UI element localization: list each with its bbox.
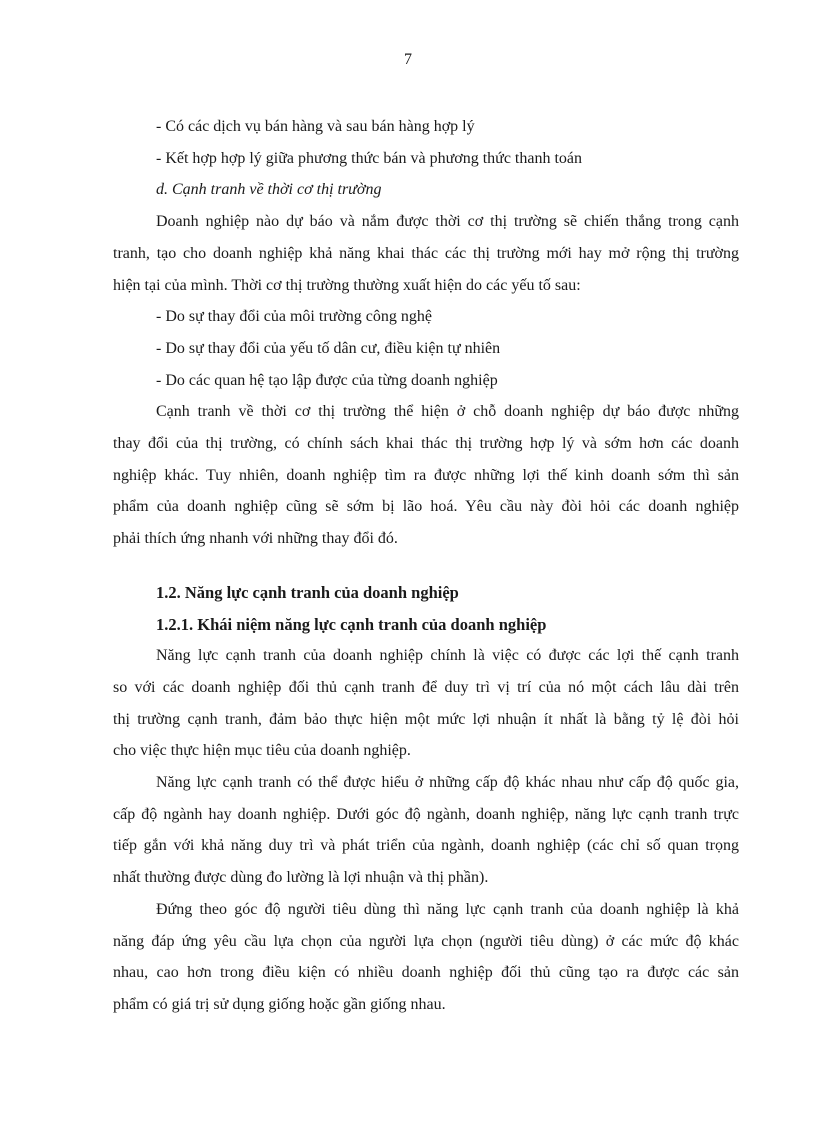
text-line: Năng lực cạnh tranh của doanh nghiệp chính là việc có được các lợi thế cạnh tranh: [156, 647, 739, 665]
subsection-heading: 1.2.1. Khái niệm năng lực cạnh tranh của doanh nghiệp: [156, 614, 547, 634]
subsection-heading: d. Cạnh tranh về thời cơ thị trường: [156, 181, 382, 199]
text-line: cho việc thực hiện mục tiêu của doanh nghiệp.: [113, 742, 411, 760]
text-line: năng đáp ứng yêu cầu lựa chọn của người lựa chọn (người tiêu dùng) ở các mức độ khác: [113, 932, 739, 950]
text-line: Năng lực cạnh tranh có thể được hiểu ở những cấp độ khác nhau như cấp độ quốc gia,: [156, 774, 739, 792]
text-line: Cạnh tranh về thời cơ thị trường thể hiện ở chỗ doanh nghiệp dự báo được những: [156, 403, 739, 421]
text-line: cấp độ ngành hay doanh nghiệp. Dưới góc độ ngành, doanh nghiệp, năng lực cạnh tranh trực: [113, 805, 739, 823]
text-line: - Có các dịch vụ bán hàng và sau bán hàng hợp lý: [156, 118, 475, 135]
text-line: tiếp gắn với khả năng duy trì và phát triển của ngành, doanh nghiệp (các chỉ số quan trọng: [113, 837, 739, 855]
text-line: phẩm của doanh nghiệp cũng sẽ sớm bị lão hoá. Yêu cầu này đòi hỏi các doanh nghiệp: [113, 498, 739, 516]
text-line: tranh, tạo cho doanh nghiệp khả năng khai thác các thị trường mới hay mở rộng thị trường: [113, 244, 739, 262]
section-heading: 1.2. Năng lực cạnh tranh của doanh nghiệp: [156, 582, 459, 602]
text-line: nghiệp khác. Tuy nhiên, doanh nghiệp tìm ra được những lợi thế kinh doanh sớm thì sản: [113, 466, 739, 484]
document-body: [113, 111, 739, 1021]
text-line: phải thích ứng nhanh với những thay đổi đó.: [113, 530, 398, 548]
text-line: nhau, cao hơn trong điều kiện có nhiều doanh nghiệp đối thủ cũng tạo ra được các sản: [113, 964, 739, 982]
text-line: - Do sự thay đổi của yếu tố dân cư, điều kiện tự nhiên: [156, 339, 501, 357]
page-number: 7: [404, 51, 412, 68]
text-line: nhất thường được dùng đo lường là lợi nhuận và thị phần).: [113, 869, 489, 887]
text-line: Đứng theo góc độ người tiêu dùng thì năng lực cạnh tranh của doanh nghiệp là khả: [156, 900, 739, 918]
text-line: - Do các quan hệ tạo lập được của từng doanh nghiệp: [156, 371, 498, 389]
text-line: - Do sự thay đổi của môi trường công nghệ: [156, 308, 432, 326]
text-line: thay đổi của thị trường, có chính sách khai thác thị trường hợp lý và sớm hơn các doanh: [113, 435, 739, 453]
text-line: Doanh nghiệp nào dự báo và nắm được thời cơ thị trường sẽ chiến thắng trong cạnh: [156, 213, 739, 231]
text-line: so với các doanh nghiệp đối thủ cạnh tranh để duy trì vị trí của nó một cách lâu dài trên: [113, 678, 739, 696]
text-line: - Kết hợp hợp lý giữa phương thức bán và phương thức thanh toán: [156, 149, 583, 167]
text-line: thị trường cạnh tranh, đảm bảo thực hiện một mức lợi nhuận ít nhất là bằng tỷ lệ đòi hỏi: [113, 710, 739, 728]
text-line: phẩm có giá trị sử dụng giống hoặc gần giống nhau.: [113, 995, 446, 1013]
text-line: hiện tại của mình. Thời cơ thị trường thường xuất hiện do các yếu tố sau:: [113, 276, 581, 294]
